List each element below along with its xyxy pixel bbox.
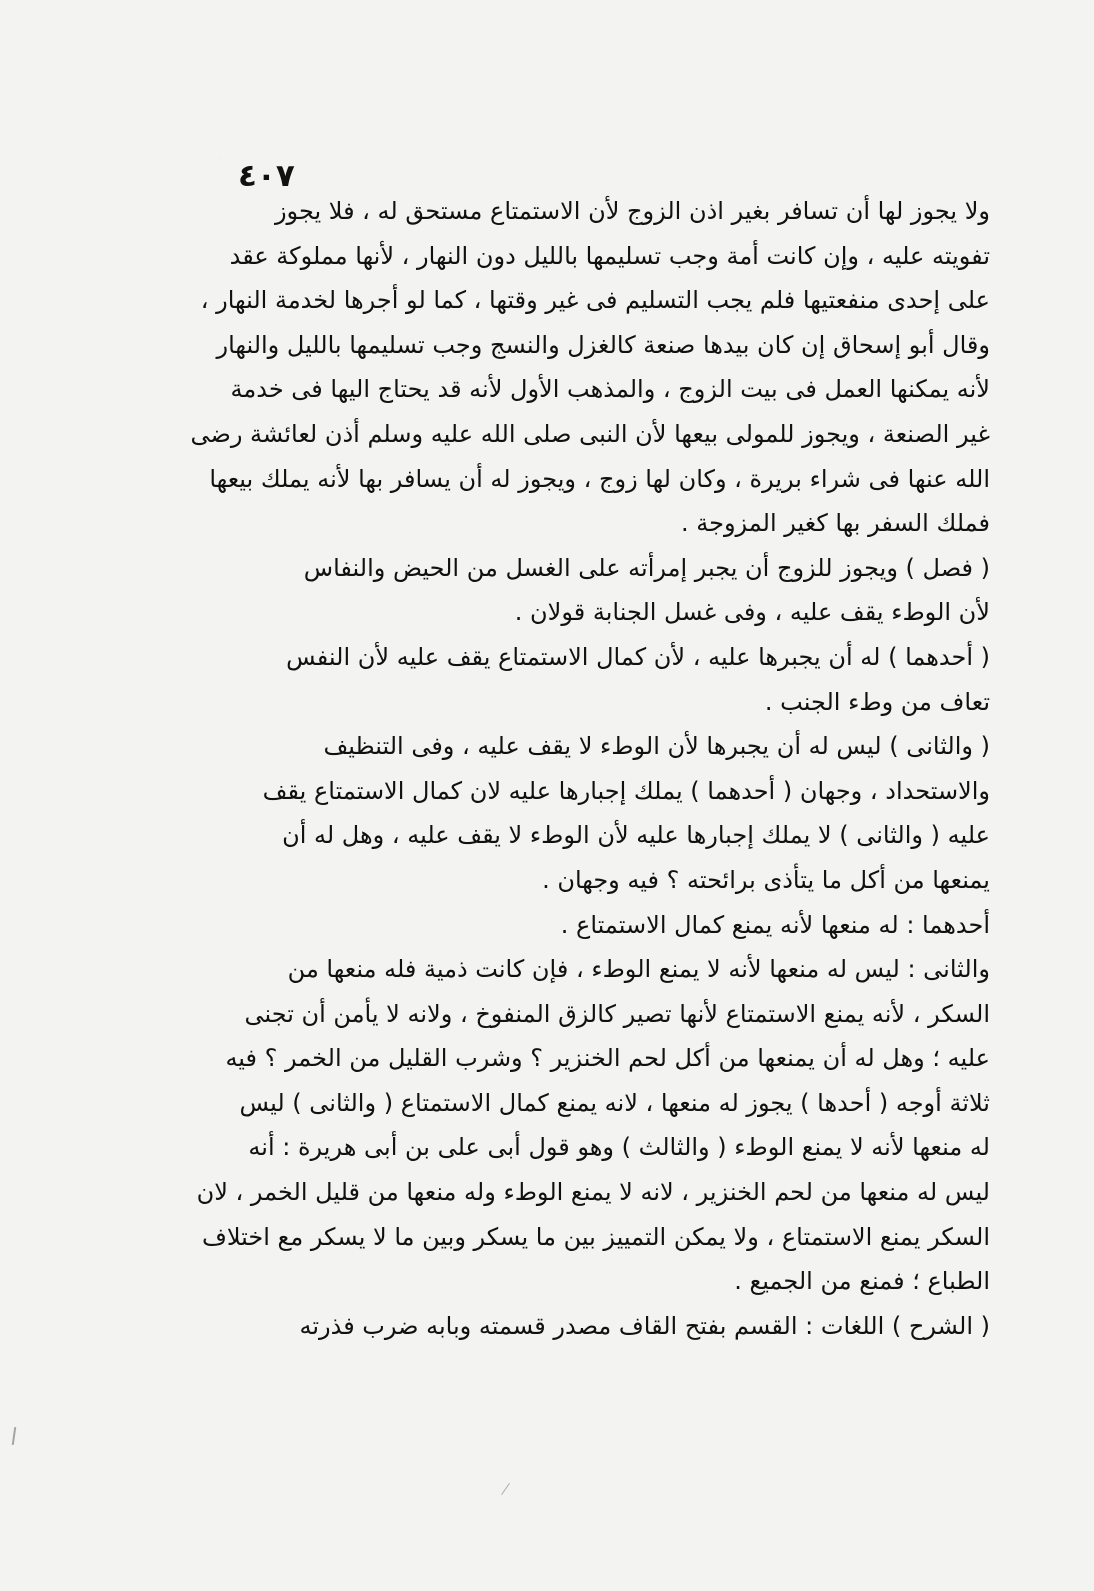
text-line: والثانى : ليس له منعها لأنه لا يمنع الوطء ، فإن كانت ذمية فله منعها من <box>287 955 990 984</box>
body-text <box>190 195 990 1354</box>
text-line: ( الشرح ) اللغات : القسم بفتح القاف مصدر قسمته وبابه ضرب فذرته <box>299 1311 990 1340</box>
text-line: لأنه يمكنها العمل فى بيت الزوج ، والمذهب الأول لأنه قد يحتاج اليها فى خدمة <box>230 375 990 404</box>
text-line: على إحدى منفعتيها فلم يجب التسليم فى غير وقتها ، كما لو أجرها لخدمة النهار ، <box>200 286 990 315</box>
text-line: ( فصل ) ويجوز للزوج أن يجبر إمرأته على الغسل من الحيض والنفاس <box>303 553 990 582</box>
text-line: فملك السفر بها كغير المزوجة . <box>681 509 990 538</box>
text-line: السكر ، لأنه يمنع الاستمتاع لأنها تصير كالزق المنفوخ ، ولانه لا يأمن أن تجنى <box>244 999 990 1028</box>
text-line: عليه ؛ وهل له أن يمنعها من أكل لحم الخنزير ؟ وشرب القليل من الخمر ؟ فيه <box>225 1044 990 1073</box>
text-line: ليس له منعها من لحم الخنزير ، لانه لا يمنع الوطء وله منعها من قليل الخمر ، لان <box>196 1178 990 1207</box>
text-line: ( والثانى ) ليس له أن يجبرها لأن الوطء لا يقف عليه ، وفى التنظيف <box>323 732 990 761</box>
text-line: له منعها لأنه لا يمنع الوطء ( والثالث ) وهو قول أبى على بن أبى هريرة : أنه <box>248 1133 990 1162</box>
text-line: ثلاثة أوجه ( أحدها ) يجوز له منعها ، لانه يمنع كمال الاستمتاع ( والثانى ) ليس <box>239 1088 990 1117</box>
text-line: أحدهما : له منعها لأنه يمنع كمال الاستمتاع . <box>560 910 990 939</box>
text-line: ولا يجوز لها أن تسافر بغير اذن الزوج لأن الاستمتاع مستحق له ، فلا يجوز <box>274 197 990 225</box>
text-line: تعاف من وطء الجنب . <box>764 687 990 716</box>
text-line: الطباع ؛ فمنع من الجميع . <box>734 1267 990 1296</box>
text-line: غير الصنعة ، ويجوز للمولى بيعها لأن النبى صلى الله عليه وسلم أذن لعائشة رضى <box>190 419 990 448</box>
margin-mark <box>12 1427 16 1445</box>
text-line: يمنعها من أكل ما يتأذى برائحته ؟ فيه وجهان . <box>542 865 990 894</box>
text-line: ( أحدهما ) له أن يجبرها عليه ، لأن كمال الاستمتاع يقف عليه لأن النفس <box>286 642 990 671</box>
text-line: تفويته عليه ، وإن كانت أمة وجب تسليمها بالليل دون النهار ، لأنها مملوكة عقد <box>229 241 990 270</box>
text-line: وقال أبو إسحاق إن كان بيدها صنعة كالغزل والنسج وجب تسليمها بالليل والنهار <box>216 330 990 359</box>
text-line: لأن الوطء يقف عليه ، وفى غسل الجنابة قولان . <box>514 598 990 627</box>
text-line: والاستحداد ، وجهان ( أحدهما ) يملك إجبارها عليه لان كمال الاستمتاع يقف <box>262 776 990 805</box>
text-line: السكر يمنع الاستمتاع ، ولا يمكن التمييز بين ما يسكر وبين ما لا يسكر مع اختلاف <box>201 1222 990 1251</box>
text-line: الله عنها فى شراء بريرة ، وكان لها زوج ، ويجوز له أن يسافر بها لأنه يملك بيعها <box>209 464 990 493</box>
text-line: عليه ( والثانى ) لا يملك إجبارها عليه لأن الوطء لا يقف عليه ، وهل له أن <box>282 821 990 850</box>
scan-mark <box>501 1483 510 1495</box>
page-number: ٤٠٧ <box>238 158 295 194</box>
